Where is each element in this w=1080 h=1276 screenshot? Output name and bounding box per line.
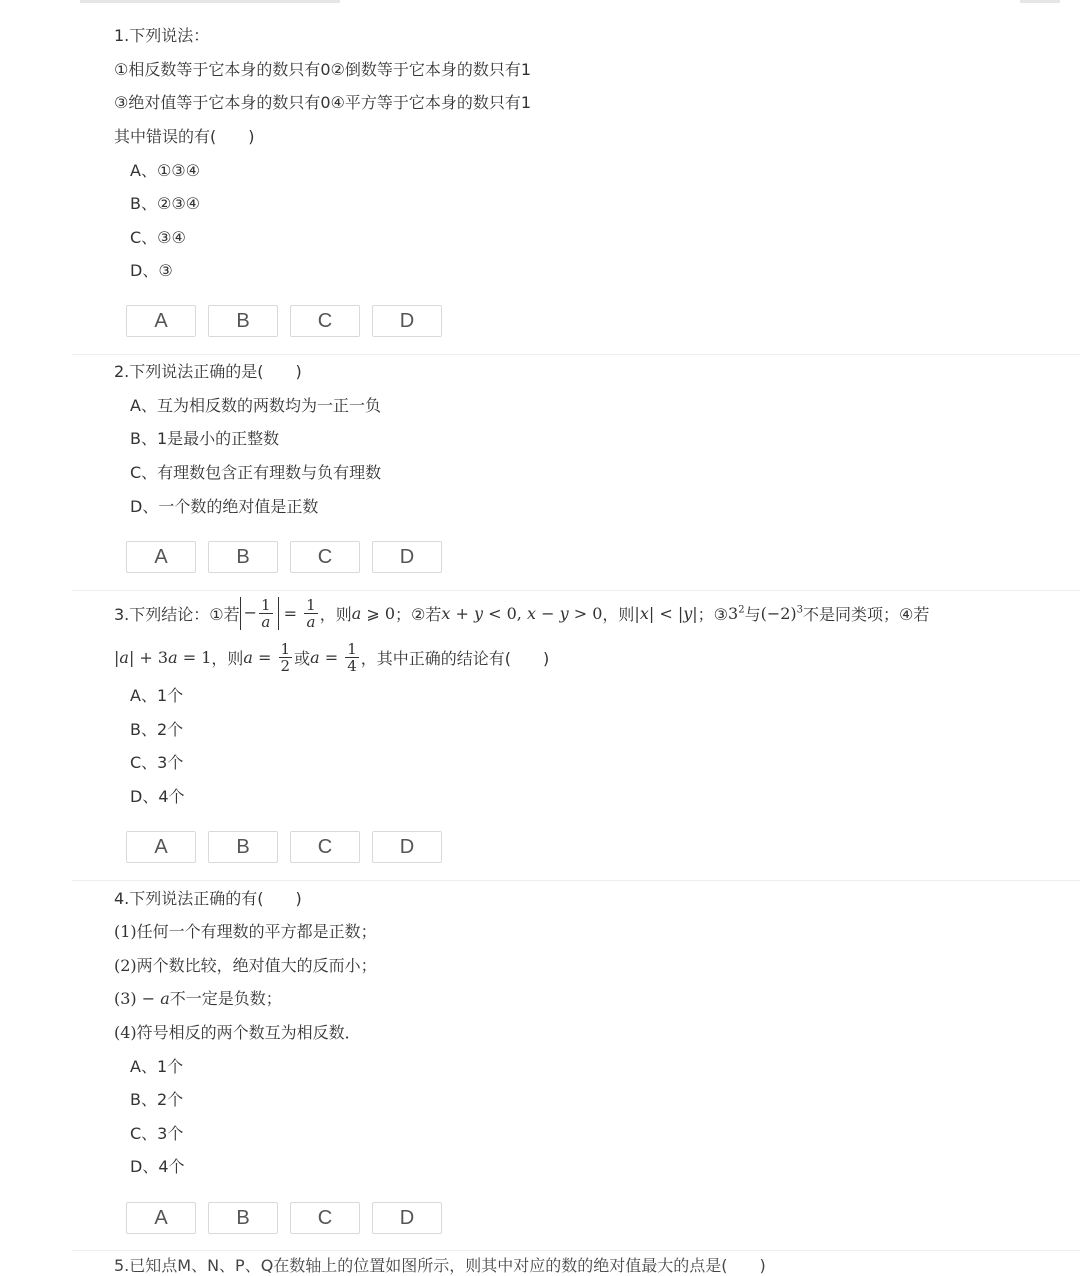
question-divider [72, 880, 1080, 881]
statement-text: 不一定是负数； [169, 989, 282, 1008]
answer-button-c[interactable]: C [290, 831, 360, 863]
option-a: A、1个 [130, 686, 184, 705]
answer-button-b[interactable]: B [208, 305, 278, 337]
answer-buttons [126, 305, 442, 337]
option-c: C、3个 [130, 753, 184, 772]
option-b: B、2个 [130, 1090, 184, 1109]
math-expression: x + y < 0, x − y > 0 [441, 603, 603, 623]
question-divider [72, 354, 1080, 355]
stem-text: ，则 [602, 604, 635, 624]
answer-button-c[interactable]: C [290, 1202, 360, 1234]
stem-text: ，则 [211, 648, 244, 668]
statement: ①相反数等于它本身的数只有0②倒数等于它本身的数只有1 [114, 60, 532, 79]
answer-button-b[interactable]: B [208, 831, 278, 863]
statement: ③绝对值等于它本身的数只有0④平方等于它本身的数只有1 [114, 93, 532, 112]
stem-text: 3.下列结论：①若 [114, 604, 240, 624]
question-divider [72, 590, 1080, 591]
question-stem: 4.下列说法正确的有( ) [114, 889, 302, 908]
answer-button-c[interactable]: C [290, 305, 360, 337]
math-expression: |a| + 3a = 1 [114, 647, 212, 667]
option-b: B、1是最小的正整数 [130, 429, 280, 448]
stem-text: ，其中正确的结论有( ) [360, 648, 550, 668]
option-a: A、互为相反数的两数均为一正一负 [130, 396, 381, 415]
option-c: C、有理数包含正有理数与负有理数 [130, 463, 382, 482]
math-expression: a ⩾ 0 [351, 603, 396, 623]
option-c: C、③④ [130, 228, 186, 247]
answer-button-d[interactable]: D [372, 541, 442, 573]
option-b: B、2个 [130, 720, 184, 739]
answer-button-c[interactable]: C [290, 541, 360, 573]
statement-number: (1) [114, 922, 137, 941]
option-c: C、3个 [130, 1124, 184, 1143]
answer-button-a[interactable]: A [126, 831, 196, 863]
question-stem: 1.下列说法： [114, 26, 210, 45]
top-divider [80, 0, 340, 3]
option-b: B、②③④ [130, 194, 201, 213]
math-expression: = [278, 603, 303, 623]
question-stem-continued [114, 636, 549, 678]
top-divider [1020, 0, 1060, 3]
math-expression: a = [310, 647, 344, 667]
stem-text: ；②若 [395, 604, 442, 624]
answer-button-a[interactable]: A [126, 541, 196, 573]
question-5-partial: 5.已知点M、N、P、Q在数轴上的位置如图所示，则其中对应的数的绝对值最大的点是( ) [114, 1256, 766, 1275]
answer-button-a[interactable]: A [126, 1202, 196, 1234]
answer-button-d[interactable]: D [372, 305, 442, 337]
option-d: D、4个 [130, 787, 185, 806]
math-expression: $(-2)^3$ [760, 603, 804, 623]
answer-buttons [126, 831, 442, 863]
statement-text: 两个数比较，绝对值大的反而小； [136, 956, 377, 975]
statement [114, 922, 377, 942]
option-d: D、4个 [130, 1157, 185, 1176]
math-expression: $3^2$ [728, 603, 745, 623]
answer-button-b[interactable]: B [208, 541, 278, 573]
answer-buttons [126, 1202, 442, 1234]
math-expression: $\frac{1}{2}$ [280, 639, 291, 675]
stem-text: 或 [294, 648, 311, 668]
statement-number: (3) − a [114, 989, 170, 1008]
math-expression: $\frac{1}{4}$ [347, 639, 357, 675]
statement-number: (4) [114, 1023, 137, 1042]
math-expression: − $\frac{1}{a}$ [240, 597, 279, 630]
stem-text: ；③ [697, 604, 728, 624]
statement [114, 956, 377, 976]
option-a: A、①③④ [130, 161, 200, 180]
statement-number: (2) [114, 956, 137, 975]
math-expression: |x| < |y| [634, 603, 698, 623]
option-a: A、1个 [130, 1057, 184, 1076]
answer-button-b[interactable]: B [208, 1202, 278, 1234]
question-stem: 2.下列说法正确的是( ) [114, 362, 302, 381]
answer-button-a[interactable]: A [126, 305, 196, 337]
math-expression: a = [243, 647, 277, 667]
stem-text: 不是同类项；④若 [803, 604, 930, 624]
answer-button-d[interactable]: D [372, 1202, 442, 1234]
math-expression: $\frac{1}{a}$ [306, 595, 316, 631]
statement [114, 989, 282, 1009]
question-divider [72, 1250, 1080, 1251]
stem-text: 与 [744, 604, 761, 624]
statement [114, 1023, 361, 1043]
answer-buttons [126, 541, 442, 573]
statement-text: 符号相反的两个数互为相反数． [136, 1023, 361, 1042]
question-stem [114, 592, 929, 634]
stem-text: ，则 [319, 604, 352, 624]
answer-button-d[interactable]: D [372, 831, 442, 863]
statement-text: 任何一个有理数的平方都是正数； [136, 922, 377, 941]
statement: 其中错误的有( ) [114, 127, 255, 146]
option-d: D、一个数的绝对值是正数 [130, 497, 319, 516]
option-d: D、③ [130, 261, 173, 280]
